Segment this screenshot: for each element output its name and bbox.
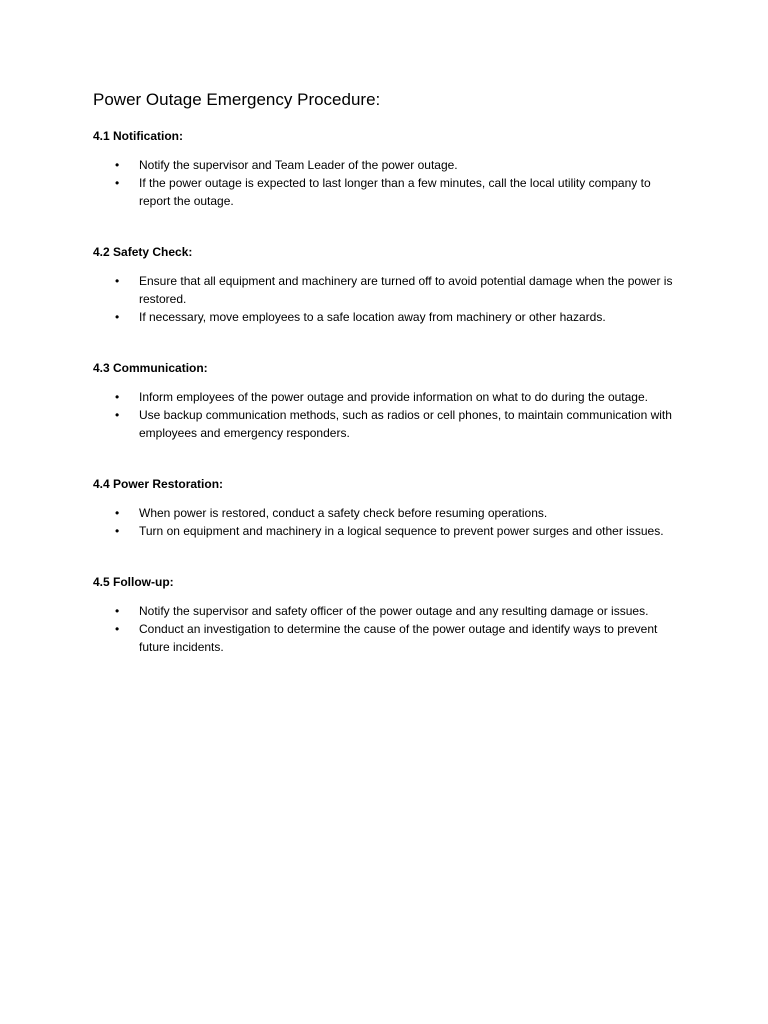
list-item-text: If the power outage is expected to last longer than a few minutes, call the local utility company to report the outage.: [139, 176, 651, 208]
bullet-icon: •: [115, 408, 120, 422]
section-safety-check: [93, 244, 678, 326]
bullet-icon: •: [115, 524, 120, 538]
bullet-icon: •: [115, 176, 120, 190]
bullet-list: [93, 272, 678, 326]
bullet-icon: •: [115, 604, 120, 618]
bullet-icon: •: [115, 506, 120, 520]
list-item: [93, 602, 678, 620]
list-item-text: If necessary, move employees to a safe location away from machinery or other hazards.: [139, 310, 606, 324]
bullet-icon: •: [115, 158, 120, 172]
list-item-text: Use backup communication methods, such as radios or cell phones, to maintain communication with employees and emergency responders.: [139, 408, 672, 440]
bullet-list: [93, 388, 678, 442]
bullet-list: [93, 156, 678, 210]
list-item: [93, 406, 678, 442]
document-title: Power Outage Emergency Procedure:: [93, 90, 381, 109]
list-item: [93, 174, 678, 210]
list-item-text: Inform employees of the power outage and provide information on what to do during the outage.: [139, 390, 648, 404]
list-item-text: When power is restored, conduct a safety check before resuming operations.: [139, 506, 548, 520]
section-communication: [93, 360, 678, 442]
list-item: [93, 388, 678, 406]
bullet-icon: •: [115, 390, 120, 404]
list-item: [93, 272, 678, 308]
list-item: [93, 522, 678, 540]
list-item-text: Notify the supervisor and Team Leader of the power outage.: [139, 158, 458, 172]
list-item: [93, 308, 678, 326]
bullet-icon: •: [115, 274, 120, 288]
section-heading: 4.5 Follow-up:: [93, 575, 174, 589]
bullet-list: [93, 602, 678, 656]
section-notification: [93, 128, 678, 210]
bullet-list: [93, 504, 678, 540]
section-follow-up: [93, 574, 678, 656]
list-item-text: Notify the supervisor and safety officer of the power outage and any resulting damage or issues.: [139, 604, 649, 618]
section-heading: 4.4 Power Restoration:: [93, 477, 224, 491]
section-heading: 4.3 Communication:: [93, 361, 208, 375]
section-heading: 4.1 Notification:: [93, 129, 184, 143]
list-item: [93, 620, 678, 656]
bullet-icon: •: [115, 310, 120, 324]
bullet-icon: •: [115, 622, 120, 636]
list-item: [93, 504, 678, 522]
list-item-text: Ensure that all equipment and machinery are turned off to avoid potential damage when the power is restored.: [139, 274, 673, 306]
section-heading: 4.2 Safety Check:: [93, 245, 193, 259]
section-power-restoration: [93, 476, 678, 540]
list-item-text: Turn on equipment and machinery in a logical sequence to prevent power surges and other issues.: [139, 524, 664, 538]
list-item-text: Conduct an investigation to determine the cause of the power outage and identify ways to prevent future incidents.: [139, 622, 658, 654]
list-item: [93, 156, 678, 174]
